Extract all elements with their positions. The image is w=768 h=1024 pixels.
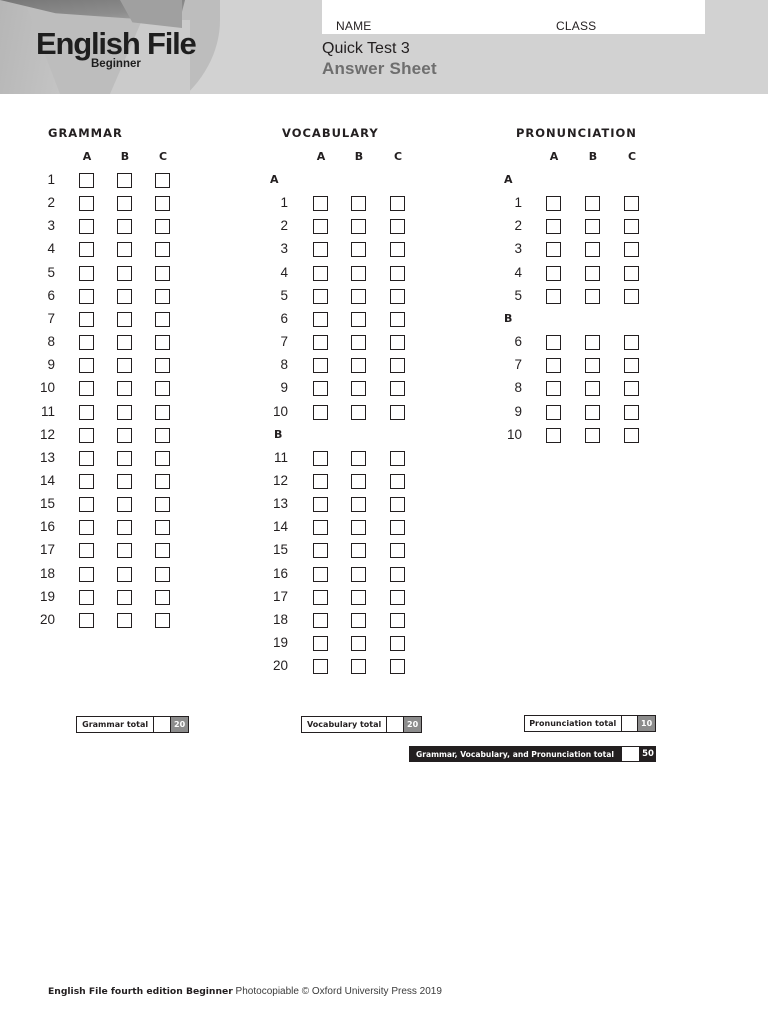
vocabulary-q11-option-b-checkbox[interactable] <box>351 451 366 466</box>
vocabulary-q16-option-b-checkbox[interactable] <box>351 567 366 582</box>
column-head-a: A <box>82 150 92 163</box>
pronunciation-q6-option-a-checkbox[interactable] <box>546 335 561 350</box>
vocabulary-question-row <box>0 473 768 493</box>
vocabulary-q6-option-b-checkbox[interactable] <box>351 312 366 327</box>
column-head-c: C <box>627 150 637 163</box>
vocabulary-total-box <box>301 716 422 733</box>
question-number: 11 <box>273 449 288 465</box>
column-head-a: A <box>316 150 326 163</box>
pronunciation-q8-option-a-checkbox[interactable] <box>546 381 561 396</box>
question-number: 7 <box>47 310 55 326</box>
pronunciation-q5-option-a-checkbox[interactable] <box>546 289 561 304</box>
pronunciation-q5-option-b-checkbox[interactable] <box>585 289 600 304</box>
pronunciation-total-max: 10 <box>638 716 655 731</box>
logo-subtitle: Beginner <box>91 58 141 70</box>
vocabulary-question-row <box>0 635 768 655</box>
grammar-q1-option-a-checkbox[interactable] <box>79 173 94 188</box>
vocabulary-q11-option-c-checkbox[interactable] <box>390 451 405 466</box>
grammar-total-max: 20 <box>171 717 188 732</box>
test-subtitle: Answer Sheet <box>322 59 437 78</box>
pronunciation-total-input[interactable] <box>622 716 639 731</box>
name-label: NAME <box>336 19 372 33</box>
question-number: 1 <box>47 172 55 187</box>
grand-total-input[interactable] <box>621 746 640 762</box>
vocabulary-q6-option-a-checkbox[interactable] <box>313 312 328 327</box>
pronunciation-q6-option-b-checkbox[interactable] <box>585 335 600 350</box>
vocabulary-q17-option-a-checkbox[interactable] <box>313 590 328 605</box>
question-number: 4 <box>280 264 288 280</box>
question-number: 11 <box>40 403 55 419</box>
question-number: 3 <box>47 218 55 234</box>
pronunciation-question-row <box>0 288 768 308</box>
pronunciation-q9-option-b-checkbox[interactable] <box>585 405 600 420</box>
question-number: 6 <box>47 287 55 303</box>
grammar-total-input[interactable] <box>154 717 171 732</box>
question-number: 5 <box>514 287 522 303</box>
question-number: 7 <box>514 357 522 373</box>
question-number: 14 <box>39 472 55 488</box>
grand-total-box <box>409 746 656 762</box>
question-number: 19 <box>272 635 288 650</box>
pronunciation-q8-option-b-checkbox[interactable] <box>585 381 600 396</box>
vocabulary-q13-option-c-checkbox[interactable] <box>390 497 405 512</box>
pronunciation-q10-option-a-checkbox[interactable] <box>546 428 561 443</box>
question-number: 18 <box>39 565 55 581</box>
vocabulary-q17-option-b-checkbox[interactable] <box>351 590 366 605</box>
pronunciation-part-b-label: B <box>504 311 513 325</box>
pronunciation-q5-option-c-checkbox[interactable] <box>624 289 639 304</box>
vocabulary-q19-option-c-checkbox[interactable] <box>390 636 405 651</box>
pronunciation-q7-option-c-checkbox[interactable] <box>624 358 639 373</box>
question-number: 8 <box>514 380 522 396</box>
test-title: Quick Test 3 <box>322 40 410 57</box>
pronunciation-q2-option-a-checkbox[interactable] <box>546 219 561 234</box>
section-title-grammar: GRAMMAR <box>48 126 123 140</box>
vocabulary-question-row <box>0 542 768 562</box>
pronunciation-question-row <box>0 380 768 400</box>
vocabulary-q20-option-b-checkbox[interactable] <box>351 659 366 674</box>
question-number: 6 <box>280 310 288 326</box>
question-number: 17 <box>39 542 55 558</box>
vocabulary-total-label: Vocabulary total <box>302 717 387 732</box>
pronunciation-q9-option-c-checkbox[interactable] <box>624 405 639 420</box>
question-number: 15 <box>272 542 288 558</box>
pronunciation-part-a-label: A <box>504 173 513 186</box>
question-number: 16 <box>39 519 55 535</box>
question-number: 16 <box>272 565 288 581</box>
pronunciation-question-row <box>0 357 768 377</box>
question-number: 6 <box>514 334 522 350</box>
pronunciation-q9-option-a-checkbox[interactable] <box>546 405 561 420</box>
question-number: 14 <box>272 519 288 535</box>
vocabulary-q18-option-c-checkbox[interactable] <box>390 613 405 628</box>
vocabulary-q16-option-c-checkbox[interactable] <box>390 567 405 582</box>
column-head-a: A <box>549 150 559 163</box>
pronunciation-q3-option-c-checkbox[interactable] <box>624 242 639 257</box>
vocabulary-question-row <box>0 612 768 632</box>
vocabulary-q14-option-b-checkbox[interactable] <box>351 520 366 535</box>
pronunciation-q6-option-c-checkbox[interactable] <box>624 335 639 350</box>
grammar-total-box <box>76 716 189 733</box>
pronunciation-q1-option-a-checkbox[interactable] <box>546 196 561 211</box>
pronunciation-question-row <box>0 195 768 215</box>
question-number: 2 <box>280 218 288 234</box>
vocabulary-q12-option-a-checkbox[interactable] <box>313 474 328 489</box>
question-number: 1 <box>514 195 522 211</box>
section-title-pronunciation: PRONUNCIATION <box>516 126 637 140</box>
vocabulary-q19-option-b-checkbox[interactable] <box>351 636 366 651</box>
footer-publisher: Photocopiable © Oxford University Press 2019 <box>232 986 442 997</box>
vocabulary-q18-option-b-checkbox[interactable] <box>351 613 366 628</box>
pronunciation-q2-option-c-checkbox[interactable] <box>624 219 639 234</box>
name-class-field[interactable] <box>322 0 705 34</box>
pronunciation-question-row <box>0 334 768 354</box>
question-number: 13 <box>39 449 55 465</box>
question-number: 5 <box>47 264 55 280</box>
vocabulary-q15-option-a-checkbox[interactable] <box>313 543 328 558</box>
pronunciation-q10-option-b-checkbox[interactable] <box>585 428 600 443</box>
footer-edition: English File fourth edition Beginner <box>48 986 233 997</box>
vocabulary-q11-option-a-checkbox[interactable] <box>313 451 328 466</box>
vocabulary-q14-option-c-checkbox[interactable] <box>390 520 405 535</box>
grammar-q1-option-c-checkbox[interactable] <box>155 173 170 188</box>
pronunciation-q8-option-c-checkbox[interactable] <box>624 381 639 396</box>
pronunciation-question-row <box>0 265 768 285</box>
pronunciation-question-row <box>0 427 768 447</box>
question-number: 10 <box>39 380 55 396</box>
vocabulary-q20-option-c-checkbox[interactable] <box>390 659 405 674</box>
grand-total-max: 50 <box>642 749 654 759</box>
vocabulary-q13-option-a-checkbox[interactable] <box>313 497 328 512</box>
vocabulary-question-row <box>0 519 768 539</box>
question-number: 3 <box>514 241 522 257</box>
question-number: 8 <box>280 357 288 373</box>
column-head-c: C <box>158 150 168 163</box>
logo-title: English File <box>36 26 196 61</box>
class-label: CLASS <box>556 19 597 33</box>
section-title-vocabulary: VOCABULARY <box>282 126 379 140</box>
pronunciation-q10-option-c-checkbox[interactable] <box>624 428 639 443</box>
vocabulary-q15-option-b-checkbox[interactable] <box>351 543 366 558</box>
column-head-b: B <box>588 150 598 163</box>
pronunciation-q4-option-a-checkbox[interactable] <box>546 266 561 281</box>
vocabulary-total-input[interactable] <box>387 717 404 732</box>
question-number: 8 <box>47 334 55 350</box>
vocabulary-q16-option-a-checkbox[interactable] <box>313 567 328 582</box>
vocabulary-part-b-label: B <box>274 427 283 441</box>
question-number: 9 <box>47 357 55 373</box>
vocabulary-q15-option-c-checkbox[interactable] <box>390 543 405 558</box>
question-number: 20 <box>39 611 55 627</box>
question-number: 4 <box>47 241 55 257</box>
vocabulary-q20-option-a-checkbox[interactable] <box>313 659 328 674</box>
vocabulary-q6-option-c-checkbox[interactable] <box>390 312 405 327</box>
question-number: 17 <box>272 588 288 604</box>
question-number: 10 <box>506 426 522 442</box>
pronunciation-q1-option-b-checkbox[interactable] <box>585 196 600 211</box>
column-head-b: B <box>354 150 364 163</box>
pronunciation-q3-option-a-checkbox[interactable] <box>546 242 561 257</box>
pronunciation-q4-option-b-checkbox[interactable] <box>585 266 600 281</box>
pronunciation-q7-option-a-checkbox[interactable] <box>546 358 561 373</box>
pronunciation-total-label: Pronunciation total <box>525 716 622 731</box>
question-number: 12 <box>272 472 288 488</box>
vocabulary-q14-option-a-checkbox[interactable] <box>313 520 328 535</box>
question-number: 19 <box>39 588 55 604</box>
vocabulary-question-row <box>0 496 768 516</box>
column-head-b: B <box>120 150 130 163</box>
pronunciation-q2-option-b-checkbox[interactable] <box>585 219 600 234</box>
vocabulary-question-row <box>0 450 768 470</box>
question-number: 15 <box>39 496 55 512</box>
question-number: 3 <box>280 241 288 257</box>
grand-total-label: Grammar, Vocabulary, and Pronunciation total <box>415 749 614 759</box>
vocabulary-q18-option-a-checkbox[interactable] <box>313 613 328 628</box>
vocabulary-total-max: 20 <box>404 717 421 732</box>
vocabulary-question-row <box>0 589 768 609</box>
vocabulary-part-a-label: A <box>270 173 279 186</box>
pronunciation-question-row <box>0 404 768 424</box>
question-number: 10 <box>272 403 288 419</box>
question-number: 9 <box>514 403 522 419</box>
pronunciation-total-box <box>524 715 656 732</box>
pronunciation-q3-option-b-checkbox[interactable] <box>585 242 600 257</box>
vocabulary-question-row <box>0 566 768 586</box>
pronunciation-question-row <box>0 218 768 238</box>
question-number: 2 <box>47 195 55 211</box>
question-number: 12 <box>39 426 55 442</box>
grammar-question-row <box>0 172 768 192</box>
grammar-total-label: Grammar total <box>77 717 154 732</box>
pronunciation-q4-option-c-checkbox[interactable] <box>624 266 639 281</box>
column-head-c: C <box>393 150 403 163</box>
pronunciation-question-row <box>0 241 768 261</box>
question-number: 5 <box>280 287 288 303</box>
vocabulary-q12-option-b-checkbox[interactable] <box>351 474 366 489</box>
english-file-logo <box>36 26 196 70</box>
vocabulary-question-row <box>0 658 768 678</box>
question-number: 9 <box>280 380 288 396</box>
grammar-q1-option-b-checkbox[interactable] <box>117 173 132 188</box>
question-number: 2 <box>514 218 522 234</box>
question-number: 4 <box>514 264 522 280</box>
footer-copyright <box>48 986 442 997</box>
pronunciation-q7-option-b-checkbox[interactable] <box>585 358 600 373</box>
vocabulary-q19-option-a-checkbox[interactable] <box>313 636 328 651</box>
header-banner <box>0 0 768 94</box>
question-number: 13 <box>272 496 288 512</box>
question-number: 1 <box>280 195 288 211</box>
question-number: 7 <box>280 334 288 350</box>
question-number: 20 <box>272 658 288 674</box>
vocabulary-q13-option-b-checkbox[interactable] <box>351 497 366 512</box>
vocabulary-q12-option-c-checkbox[interactable] <box>390 474 405 489</box>
pronunciation-q1-option-c-checkbox[interactable] <box>624 196 639 211</box>
vocabulary-question-row <box>0 311 768 331</box>
question-number: 18 <box>272 611 288 627</box>
vocabulary-q17-option-c-checkbox[interactable] <box>390 590 405 605</box>
